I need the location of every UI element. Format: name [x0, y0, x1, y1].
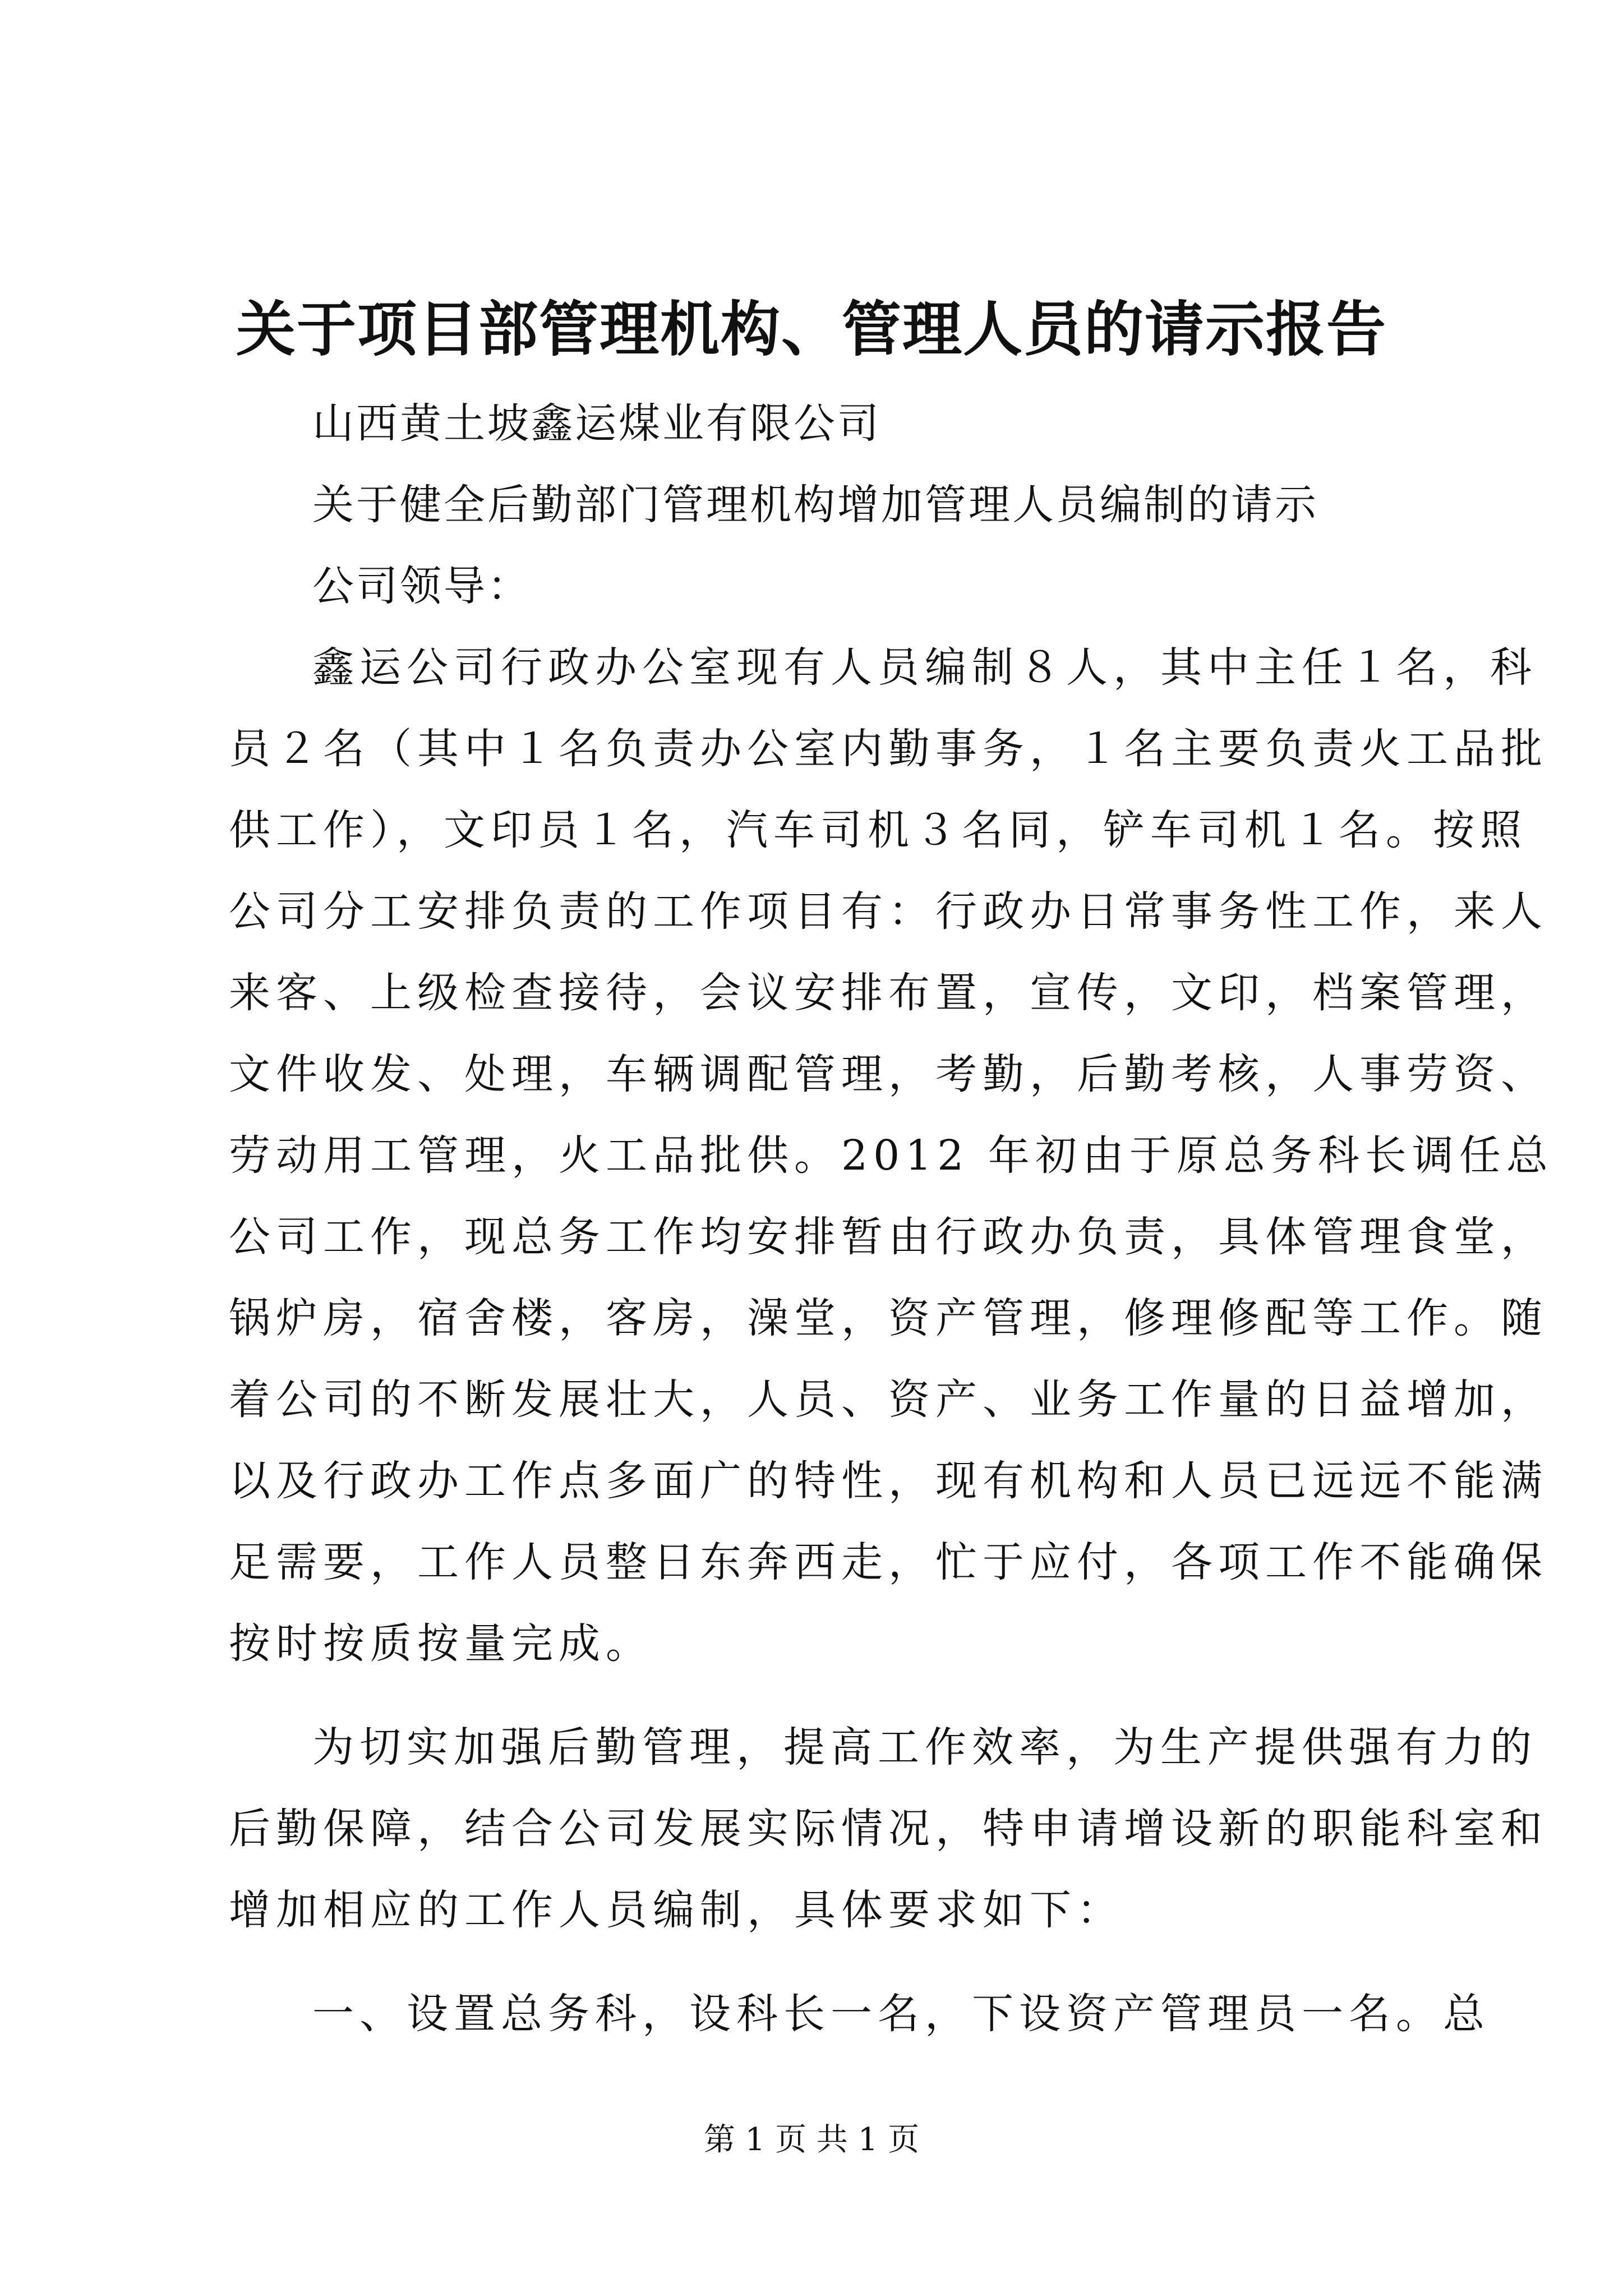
paragraph-line: 员２名（其中１名负责办公室内勤事务，１名主要负责火工品批 [229, 725, 1548, 773]
list-item-general-affairs: 一、设置总务科，设科长一名，下设资产管理员一名。总 [312, 1990, 1490, 2038]
paragraph-line: 文件收发、处理，车辆调配管理，考勤，后勤考核，人事劳资、 [229, 1050, 1548, 1098]
paragraph-line: 足需要，工作人员整日东奔西走，忙于应付，各项工作不能确保 [229, 1538, 1548, 1586]
page-number: 第 1 页 共 1 页 [703, 2122, 920, 2158]
document-title: 关于项目部管理机构、管理人员的请示报告 [236, 294, 1387, 364]
document-body [229, 383, 1553, 2055]
paragraph-line: 锅炉房，宿舍楼，客房，澡堂，资产管理，修理修配等工作。随 [229, 1294, 1548, 1342]
paragraph-line: 以及行政办工作点多面广的特性，现有机构和人员已远远不能满 [229, 1457, 1548, 1505]
paragraph-request [229, 1707, 1548, 1951]
paragraph-line: 鑫运公司行政办公室现有人员编制８人，其中主任１名，科 [312, 643, 1537, 692]
paragraph-line: 公司分工安排负责的工作项目有：行政办日常事务性工作，来人 [229, 887, 1548, 936]
salutation: 公司领导： [312, 562, 531, 610]
paragraph-line: 后勤保障，结合公司发展实际情况，特申请增设新的职能科室和 [229, 1805, 1548, 1853]
paragraph-line: 按时按质按量完成。 [229, 1619, 653, 1668]
paragraph-line: 着公司的不断发展壮大，人员、资产、业务工作量的日益增加， [229, 1375, 1548, 1424]
request-subject: 关于健全后勤部门管理机构增加管理人员编制的请示 [312, 481, 1318, 529]
paragraph-staffing [229, 627, 1553, 1685]
paragraph-line: 公司工作，现总务工作均安排暂由行政办负责，具体管理食堂， [229, 1213, 1548, 1261]
paragraph-line: 劳动用工管理，火工品批供。2012 年初由于原总务科长调任总 [229, 1131, 1553, 1180]
paragraph-line: 来客、上级检查接待，会议安排布置，宣传，文印，档案管理， [229, 969, 1548, 1017]
company-name: 山西黄土坡鑫运煤业有限公司 [312, 399, 881, 448]
paragraph-line: 供工作），文印员１名，汽车司机３名同，铲车司机１名。按照 [229, 806, 1527, 854]
paragraph-line: 增加相应的工作人员编制，具体要求如下： [229, 1886, 1124, 1934]
paragraph-line: 为切实加强后勤管理，提高工作效率，为生产提供强有力的 [312, 1723, 1537, 1772]
